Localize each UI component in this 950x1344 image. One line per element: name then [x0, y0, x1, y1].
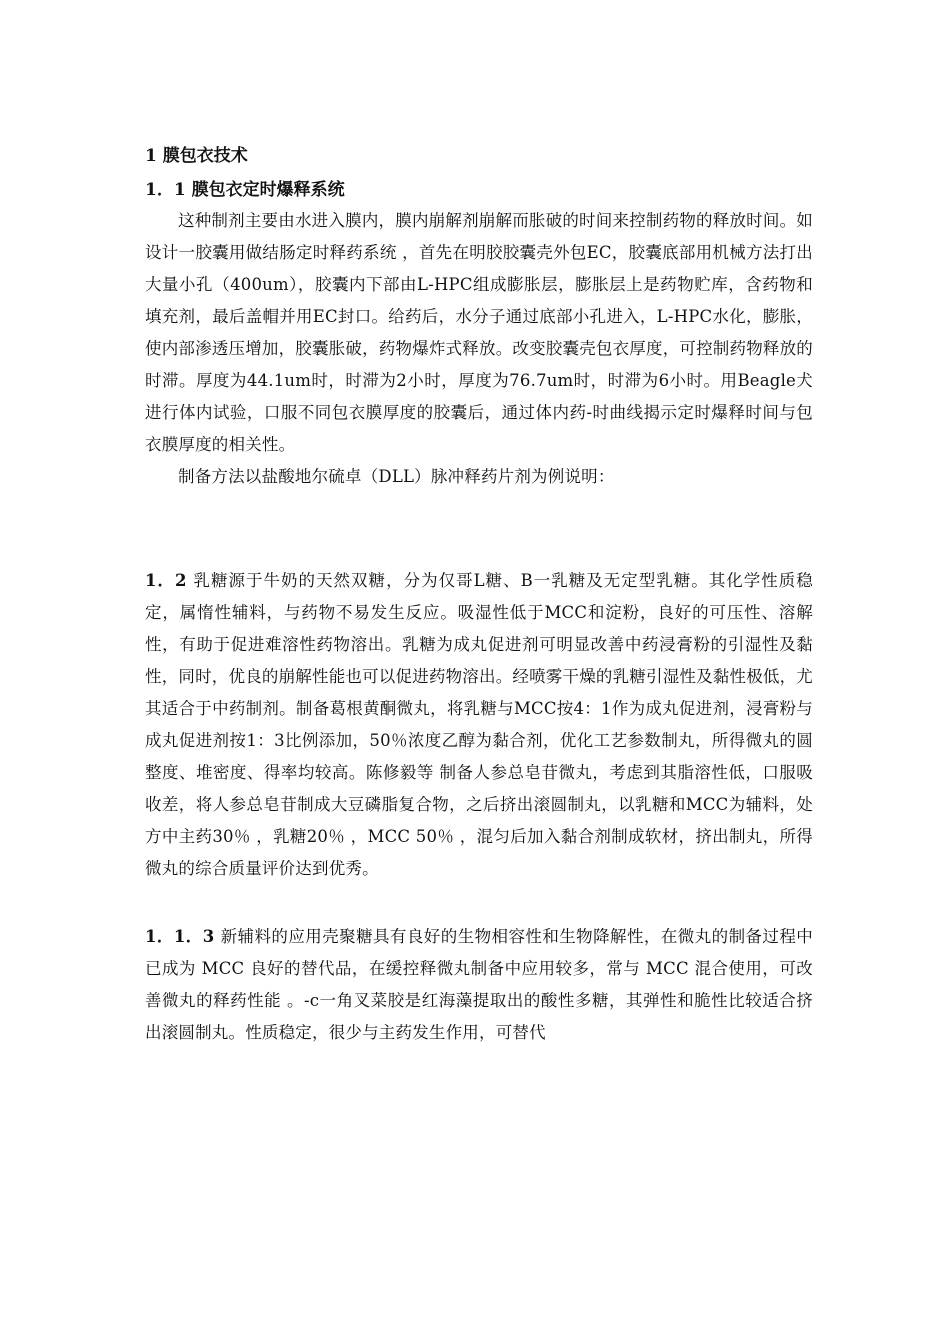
paragraph-preparation-method: 制备方法以盐酸地尔硫卓（DLL）脉冲释药片剂为例说明： [178, 467, 615, 486]
paragraph-number: 1．2 [145, 571, 187, 590]
paragraph-new-excipients [145, 921, 813, 1049]
subsection-heading: 1．1 膜包衣定时爆释系统 [145, 180, 345, 200]
paragraph-text: 新辅料的应用壳聚糖具有良好的生物相容性和生物降解性，在微丸的制备过程中已成为 MCC 良好的替代品，在缓控释微丸制备中应用较多，常与 MCC 混合使用，可改善微丸的释药性能 。-c一角叉菜胶是红海藻提取出的酸性多糖，其弹性和脆性比较适合挤出滚圆制丸。性质稳定，很少与主药发生作用，可替代 [145, 927, 813, 1042]
paragraph-text: 乳糖源于牛奶的天然双糖，分为仅哥L糖、B一乳糖及无定型乳糖。其化学性质稳定，属惰性辅料，与药物不易发生反应。吸湿性低于MCC和淀粉，良好的可压性、溶解性，有助于促进难溶性药物溶出。乳糖为成丸促进剂可明显改善中药浸膏粉的引湿性及黏性，同时，优良的崩解性能也可以促进药物溶出。经喷雾干燥的乳糖引湿性及黏性极低，尤其适合于中药制剂。制备葛根黄酮微丸，将乳糖与MCC按4：1作为成丸促进剂，浸膏粉与成丸促进剂按1：3比例添加，50％浓度乙醇为黏合剂，优化工艺参数制丸，所得微丸的圆整度、堆密度、得率均较高。陈修毅等 制备人参总皂苷微丸，考虑到其脂溶性低，口服吸收差，将人参总皂苷制成大豆磷脂复合物，之后挤出滚圆制丸，以乳糖和MCC为辅料，处方中主药30％ ，乳糖20％ ，MCC 50％ ，混匀后加入黏合剂制成软材，挤出制丸，所得微丸的综合质量评价达到优秀。 [145, 571, 813, 878]
paragraph-timed-burst-system: 这种制剂主要由水进入膜内，膜内崩解剂崩解而胀破的时间来控制药物的释放时间。如设计一胶囊用做结肠定时释药系统 ，首先在明胶胶囊壳外包EC，胶囊底部用机械方法打出大量小孔（400um），胶囊内下部由L-HPC组成膨胀层，膨胀层上是药物贮库，含药物和填充剂，最后盖帽并用EC封口。给药后，水分子通过底部小孔进入，L-HPC水化，膨胀，使内部渗透压增加，胶囊胀破，药物爆炸式释放。改变胶囊壳包衣厚度，可控制药物释放的时滞。厚度为44.1um时，时滞为2小时，厚度为76.7um时，时滞为6小时。用Beagle犬进行体内试验，口服不同包衣膜厚度的胶囊后，通过体内药-时曲线揭示定时爆释时间与包衣膜厚度的相关性。 [145, 211, 813, 454]
paragraph-lactose [145, 565, 813, 885]
section-heading: 1 膜包衣技术 [145, 146, 248, 166]
paragraph-number: 1．1．3 [145, 927, 215, 946]
document-body [145, 140, 813, 1049]
